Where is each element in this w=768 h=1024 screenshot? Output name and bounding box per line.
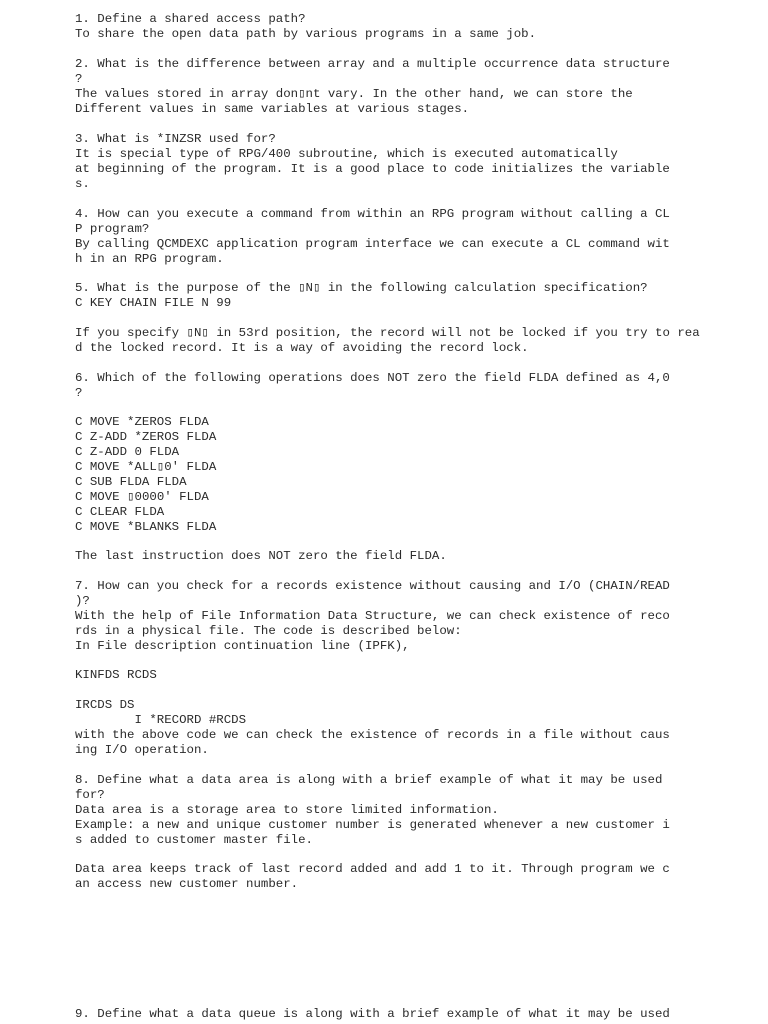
text-line: ing I/O operation.: [75, 743, 209, 757]
text-line: Different values in same variables at various stages.: [75, 102, 470, 116]
text-line: rds in a physical file. The code is described below:: [75, 624, 462, 638]
text-line: Data area keeps track of last record added and add 1 to it. Through program we c: [75, 862, 670, 876]
text-line: with the above code we can check the existence of records in a file without caus: [75, 728, 670, 742]
text-line: 1. Define a shared access path?: [75, 12, 306, 26]
code-line: C Z-ADD 0 FLDA: [75, 445, 180, 459]
text-line: The last instruction does NOT zero the field FLDA.: [75, 549, 447, 563]
text-line: s added to customer master file.: [75, 833, 313, 847]
code-line: I *RECORD #RCDS: [75, 713, 247, 727]
code-line: C MOVE *ZEROS FLDA: [75, 415, 209, 429]
text-line: for?: [75, 788, 105, 802]
text-line: In File description continuation line (IPFK),: [75, 639, 410, 653]
text-line: 7. How can you check for a records existence without causing and I/O (CHAIN/READ: [75, 579, 670, 593]
text-line: h in an RPG program.: [75, 252, 224, 266]
text-line: )?: [75, 594, 90, 608]
text-line: With the help of File Information Data Structure, we can check existence of reco: [75, 609, 670, 623]
text-line: To share the open data path by various programs in a same job.: [75, 27, 537, 41]
text-line: The values stored in array don▯nt vary. In the other hand, we can store the: [75, 87, 633, 101]
text-line: 5. What is the purpose of the ▯N▯ in the following calculation specification?: [75, 281, 648, 295]
text-line: Example: a new and unique customer number is generated whenever a new customer i: [75, 818, 670, 832]
code-line: C CLEAR FLDA: [75, 505, 165, 519]
text-line: at beginning of the program. It is a good place to code initializes the variable: [75, 162, 670, 176]
text-line: It is special type of RPG/400 subroutine, which is executed automatically: [75, 147, 618, 161]
code-line: C Z-ADD *ZEROS FLDA: [75, 430, 217, 444]
text-line: 6. Which of the following operations does NOT zero the field FLDA defined as 4,0: [75, 371, 670, 385]
text-line: 9. Define what a data queue is along with a brief example of what it may be used: [75, 1007, 670, 1021]
text-line: 4. How can you execute a command from within an RPG program without calling a CL: [75, 207, 670, 221]
text-line: ?: [75, 72, 83, 86]
code-line: C SUB FLDA FLDA: [75, 475, 187, 489]
code-line: IRCDS DS: [75, 698, 135, 712]
text-line: C KEY CHAIN FILE N 99: [75, 296, 232, 310]
text-line: ?: [75, 386, 83, 400]
text-line: 8. Define what a data area is along with a brief example of what it may be used: [75, 773, 663, 787]
code-line: C MOVE *BLANKS FLDA: [75, 520, 217, 534]
code-line: KINFDS RCDS: [75, 668, 157, 682]
text-line: By calling QCMDEXC application program interface we can execute a CL command wit: [75, 237, 670, 251]
text-line: an access new customer number.: [75, 877, 299, 891]
text-line: P program?: [75, 222, 150, 236]
code-line: C MOVE ▯0000' FLDA: [75, 490, 209, 504]
text-line: 2. What is the difference between array and a multiple occurrence data structure: [75, 57, 670, 71]
text-line: Data area is a storage area to store limited information.: [75, 803, 499, 817]
text-line: d the locked record. It is a way of avoiding the record lock.: [75, 341, 529, 355]
text-line: s.: [75, 177, 90, 191]
text-line: 3. What is *INZSR used for?: [75, 132, 276, 146]
text-line: If you specify ▯N▯ in 53rd position, the record will not be locked if you try to rea: [75, 326, 700, 340]
code-line: C MOVE *ALL▯0' FLDA: [75, 460, 217, 474]
